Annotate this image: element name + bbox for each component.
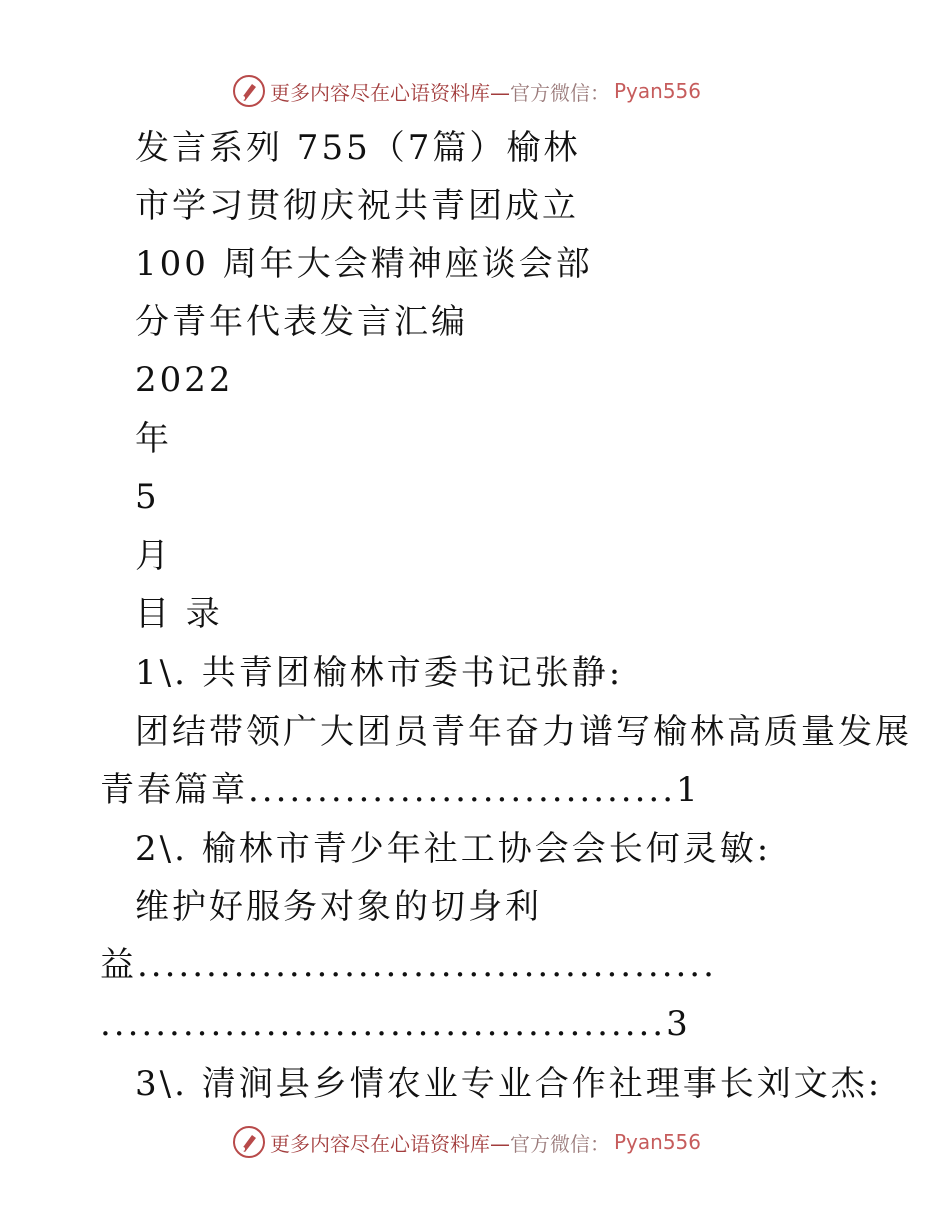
- toc-entry-2-speaker: 2\. 榆林市青少年社工协会会长何灵敏:: [135, 829, 772, 869]
- watermark-wechat-id: Pyan556: [614, 79, 702, 103]
- pen-logo-icon: [232, 74, 266, 108]
- toc-entry-2-leader-2: .........................................: [100, 1004, 667, 1044]
- watermark-text: 更多内容尽在心语资料库—: [270, 80, 510, 105]
- title-line-4: 分青年代表发言汇编: [135, 302, 468, 342]
- pen-logo-icon: [232, 1125, 266, 1159]
- watermark-wechat-label: 官方微信：: [510, 80, 610, 105]
- toc-entry-2-leader-cont: [100, 1004, 691, 1044]
- toc-entry-1-title-cont: [100, 770, 701, 810]
- toc-entry-1-leader: ...............................: [248, 770, 677, 810]
- toc-entry-3-speaker: 3\. 清涧县乡情农业专业合作社理事长刘文杰:: [135, 1064, 883, 1104]
- date-year: 2022: [135, 360, 234, 400]
- toc-entry-1-page: 1: [676, 770, 701, 810]
- watermark-text: 更多内容尽在心语资料库—: [270, 1131, 510, 1156]
- toc-entry-2-title-end: 益: [100, 945, 137, 985]
- title-line-3: 100 周年大会精神座谈会部: [135, 244, 593, 284]
- toc-entry-2-title-cont: [100, 945, 717, 985]
- watermark-header: [232, 71, 701, 111]
- toc-entry-1-title-end: 青春篇章: [100, 770, 248, 810]
- toc-entry-2-page: 3: [666, 1004, 691, 1044]
- watermark-footer: [232, 1122, 701, 1162]
- date-month-char: 月: [135, 536, 172, 576]
- title-line-2: 市学习贯彻庆祝共青团成立: [135, 186, 579, 226]
- title-line-1: 发言系列 755（7篇）榆林: [135, 128, 581, 168]
- toc-entry-2-title: 维护好服务对象的切身利: [135, 887, 542, 927]
- date-year-char: 年: [135, 419, 172, 459]
- toc-entry-1-speaker: 1\. 共青团榆林市委书记张静:: [135, 653, 624, 693]
- watermark-wechat-id: Pyan556: [614, 1130, 702, 1154]
- toc-entry-1-title: 团结带领广大团员青年奋力谱写榆林高质量发展: [135, 712, 912, 752]
- date-month: 5: [135, 477, 160, 517]
- toc-entry-2-leader: ..........................................: [137, 945, 717, 985]
- watermark-wechat-label: 官方微信：: [510, 1131, 610, 1156]
- toc-heading: 目 录: [135, 594, 223, 634]
